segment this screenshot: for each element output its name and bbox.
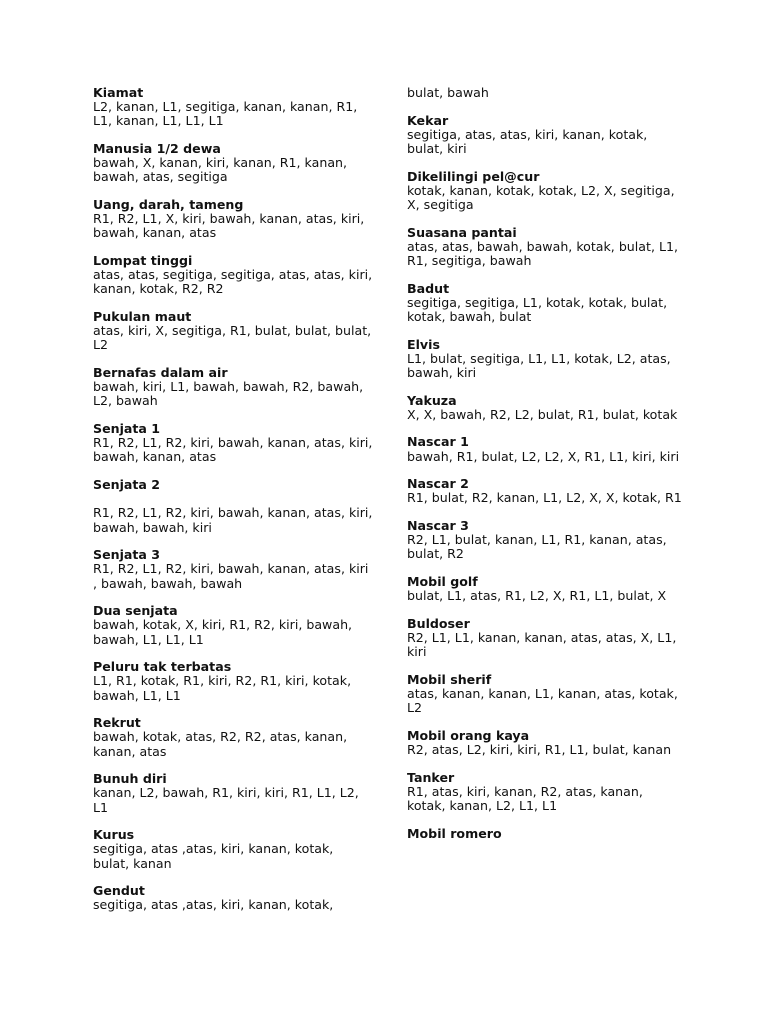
cheat-title: Bernafas dalam air <box>93 365 228 380</box>
cheat-entry <box>407 771 682 814</box>
cheat-entry <box>93 884 373 912</box>
cheat-title: Kiamat <box>93 85 144 100</box>
cheat-code: R1, R2, L1, R2, kiri, bawah, kanan, atas, kiri, bawah, kanan, atas <box>93 435 373 465</box>
cheat-entry <box>93 828 373 871</box>
cheat-title: Senjata 3 <box>93 547 161 563</box>
cheat-entry <box>93 142 373 185</box>
cheat-code: bawah, kotak, atas, R2, R2, atas, kanan, kanan, atas <box>93 729 348 759</box>
cheat-code: bawah, R1, bulat, L2, L2, X, R1, L1, kiri, kiri <box>407 448 680 464</box>
cheat-title: Senjata 2 <box>93 477 161 492</box>
cheat-code: bulat, L1, atas, R1, L2, X, R1, L1, bulat, X <box>407 588 667 604</box>
cheat-entry <box>407 435 682 463</box>
cheat-title: Gendut <box>93 883 145 899</box>
cheat-entry <box>93 422 373 465</box>
cheat-title: Yakuza <box>407 392 457 408</box>
cheat-title: Senjata 1 <box>93 421 161 436</box>
cheat-code: bawah, kotak, X, kiri, R1, R2, kiri, bawah, bawah, L1, L1, L1 <box>93 617 353 647</box>
cheat-code: bawah, X, kanan, kiri, kanan, R1, kanan, bawah, atas, segitiga <box>93 155 348 185</box>
cheat-entry <box>93 716 373 759</box>
cheat-title: Pukulan maut <box>93 309 192 324</box>
cheat-code: R2, L1, bulat, kanan, L1, R1, kanan, atas, bulat, R2 <box>407 532 667 562</box>
cheat-code: bulat, bawah <box>407 85 489 100</box>
cheat-code: L2, kanan, L1, segitiga, kanan, kanan, R1, L1, kanan, L1, L1, L1 <box>93 99 358 129</box>
cheat-entry <box>407 282 682 325</box>
cheat-code: segitiga, atas ,atas, kiri, kanan, kotak, <box>93 897 334 913</box>
cheat-title: Peluru tak terbatas <box>93 659 232 675</box>
cheat-title: Mobil sherif <box>407 671 492 687</box>
cheat-code: R2, L1, L1, kanan, kanan, atas, atas, X, L1, kiri <box>407 629 677 660</box>
cheat-code: segitiga, atas, atas, kiri, kanan, kotak, bulat, kiri <box>407 126 648 156</box>
cheat-code: kotak, kanan, kotak, kotak, L2, X, segitiga, X, segitiga <box>407 182 675 212</box>
cheat-entry <box>93 548 373 591</box>
cheat-title: Elvis <box>407 336 440 352</box>
blank-line <box>93 492 373 506</box>
cheat-title: Nascar 3 <box>407 517 469 533</box>
cheat-title: Dikelilingi pel@cur <box>407 168 540 184</box>
cheat-title: Lompat tinggi <box>93 253 193 268</box>
cheat-code: L1, R1, kotak, R1, kiri, R2, R1, kiri, kotak, bawah, L1, L1 <box>93 673 352 703</box>
cheat-entry <box>407 170 682 213</box>
cheat-code: atas, kiri, X, segitiga, R1, bulat, bulat, bulat, L2 <box>93 323 372 353</box>
cheat-entry <box>407 673 682 716</box>
cheat-entry <box>407 519 682 562</box>
cheat-title: Suasana pantai <box>407 224 517 240</box>
cheat-code: segitiga, segitiga, L1, kotak, kotak, bulat, kotak, bawah, bulat <box>407 294 668 324</box>
cheat-code: R1, R2, L1, R2, kiri, bawah, kanan, atas, kiri , bawah, bawah, bawah <box>93 561 369 591</box>
cheat-code: atas, atas, bawah, bawah, kotak, bulat, L1, R1, segitiga, bawah <box>407 238 678 268</box>
cheat-entry <box>407 226 682 269</box>
cheat-code: X, X, bawah, R2, L2, bulat, R1, bulat, kotak <box>407 406 678 422</box>
cheat-entry <box>407 827 682 841</box>
cheat-entry <box>93 254 373 297</box>
cheat-entry <box>407 394 682 422</box>
cheat-entry <box>93 604 373 647</box>
cheat-title: Tanker <box>407 769 455 785</box>
cheat-code: bawah, kiri, L1, bawah, bawah, R2, bawah, L2, bawah <box>93 379 364 409</box>
cheat-code: R1, R2, L1, R2, kiri, bawah, kanan, atas, kiri, bawah, bawah, kiri <box>93 505 373 535</box>
cheat-title: Dua senjata <box>93 603 178 619</box>
cheat-title: Kekar <box>407 112 449 128</box>
right-column <box>407 86 682 854</box>
cheat-code: R1, atas, kiri, kanan, R2, atas, kanan, kotak, kanan, L2, L1, L1 <box>407 783 643 813</box>
cheat-title: Nascar 2 <box>407 476 469 492</box>
cheat-code: atas, kanan, kanan, L1, kanan, atas, kotak, L2 <box>407 685 678 716</box>
cheat-entry <box>407 338 682 381</box>
cheat-entry <box>93 772 373 815</box>
cheat-entry <box>407 114 682 157</box>
cheat-title: Mobil romero <box>407 825 502 841</box>
cheat-entry <box>93 86 373 129</box>
cheat-title: Manusia 1/2 dewa <box>93 141 221 156</box>
cheat-code: R1, bulat, R2, kanan, L1, L2, X, X, kotak, R1 <box>407 490 682 506</box>
cheat-title: Rekrut <box>93 715 141 731</box>
cheat-entry <box>93 366 373 409</box>
cheat-entry <box>93 198 373 241</box>
cheat-title: Badut <box>407 280 450 296</box>
cheat-title: Bunuh diri <box>93 771 167 787</box>
left-column <box>93 86 373 926</box>
cheat-code: R1, R2, L1, X, kiri, bawah, kanan, atas, kiri, bawah, kanan, atas <box>93 211 365 241</box>
cheat-code: R2, atas, L2, kiri, kiri, R1, L1, bulat, kanan <box>407 741 672 757</box>
cheat-title: Uang, darah, tameng <box>93 197 244 212</box>
cheat-title: Mobil orang kaya <box>407 727 530 743</box>
cheat-title: Buldoser <box>407 615 470 631</box>
cheat-entry <box>407 617 682 660</box>
cheat-title: Nascar 1 <box>407 434 469 450</box>
cheat-entry-continued <box>407 86 682 100</box>
cheat-entry <box>93 660 373 703</box>
cheat-title: Kurus <box>93 827 135 843</box>
cheat-entry <box>407 729 682 757</box>
cheat-entry <box>93 478 373 535</box>
cheat-code: kanan, L2, bawah, R1, kiri, kiri, R1, L1, L2, L1 <box>93 785 359 815</box>
cheat-code: atas, atas, segitiga, segitiga, atas, atas, kiri, kanan, kotak, R2, R2 <box>93 267 373 297</box>
cheat-entry <box>93 310 373 353</box>
cheat-title: Mobil golf <box>407 573 478 589</box>
cheat-code: L1, bulat, segitiga, L1, L1, kotak, L2, atas, bawah, kiri <box>407 350 671 380</box>
cheat-code: segitiga, atas ,atas, kiri, kanan, kotak, bulat, kanan <box>93 841 334 871</box>
cheat-entry <box>407 575 682 603</box>
cheat-entry <box>407 477 682 505</box>
